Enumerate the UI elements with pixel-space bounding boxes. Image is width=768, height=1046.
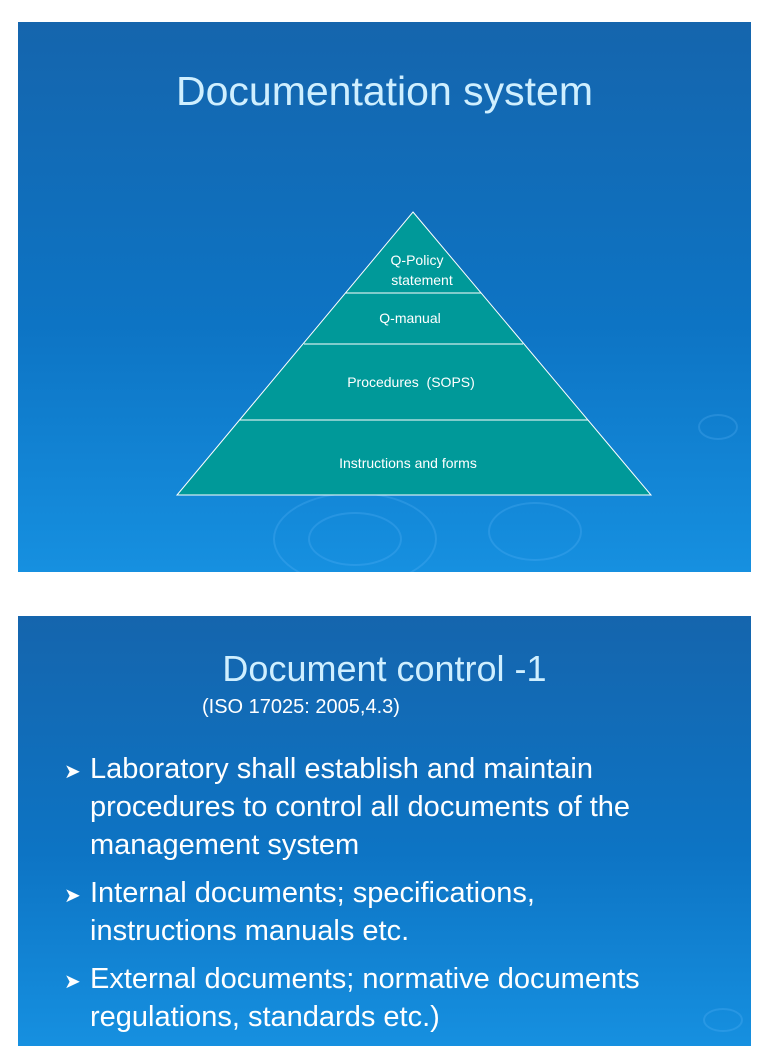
slide-document-control [18, 616, 751, 1046]
arrow-bullet-icon: ➤ [64, 971, 81, 993]
bullet-line: procedures to control all documents of the [90, 791, 631, 823]
pyramid-diagram [18, 22, 751, 572]
slide-title: Document control -1 [222, 648, 547, 689]
slide-title: Documentation system [175, 68, 593, 114]
slide-documentation-system [18, 22, 751, 572]
pyramid-level-procedures: Procedures (SOPS) [347, 374, 475, 390]
bullet-item [58, 750, 738, 864]
pyramid-level-policy-line1: Q-Policy [390, 252, 444, 268]
bullet-list [58, 750, 738, 1046]
slide-subtitle: (ISO 17025: 2005,4.3) [202, 696, 400, 718]
arrow-bullet-icon: ➤ [64, 885, 81, 907]
pyramid-level-policy-line2: statement [391, 272, 453, 288]
bullet-line: Internal documents; specifications, [90, 877, 535, 909]
arrow-bullet-icon: ➤ [64, 761, 81, 783]
bullet-item [58, 960, 738, 1036]
pyramid-level-instructions: Instructions and forms [339, 455, 477, 471]
pyramid-level-manual: Q-manual [379, 310, 441, 326]
bullet-line: regulations, standards etc.) [90, 1001, 440, 1033]
bullet-item [58, 874, 738, 950]
bullet-line: instructions manuals etc. [90, 915, 410, 947]
bullet-line: External documents; normative documents [90, 963, 640, 995]
bullet-line: Laboratory shall establish and maintain [90, 753, 593, 785]
bullet-line: management system [90, 829, 360, 861]
